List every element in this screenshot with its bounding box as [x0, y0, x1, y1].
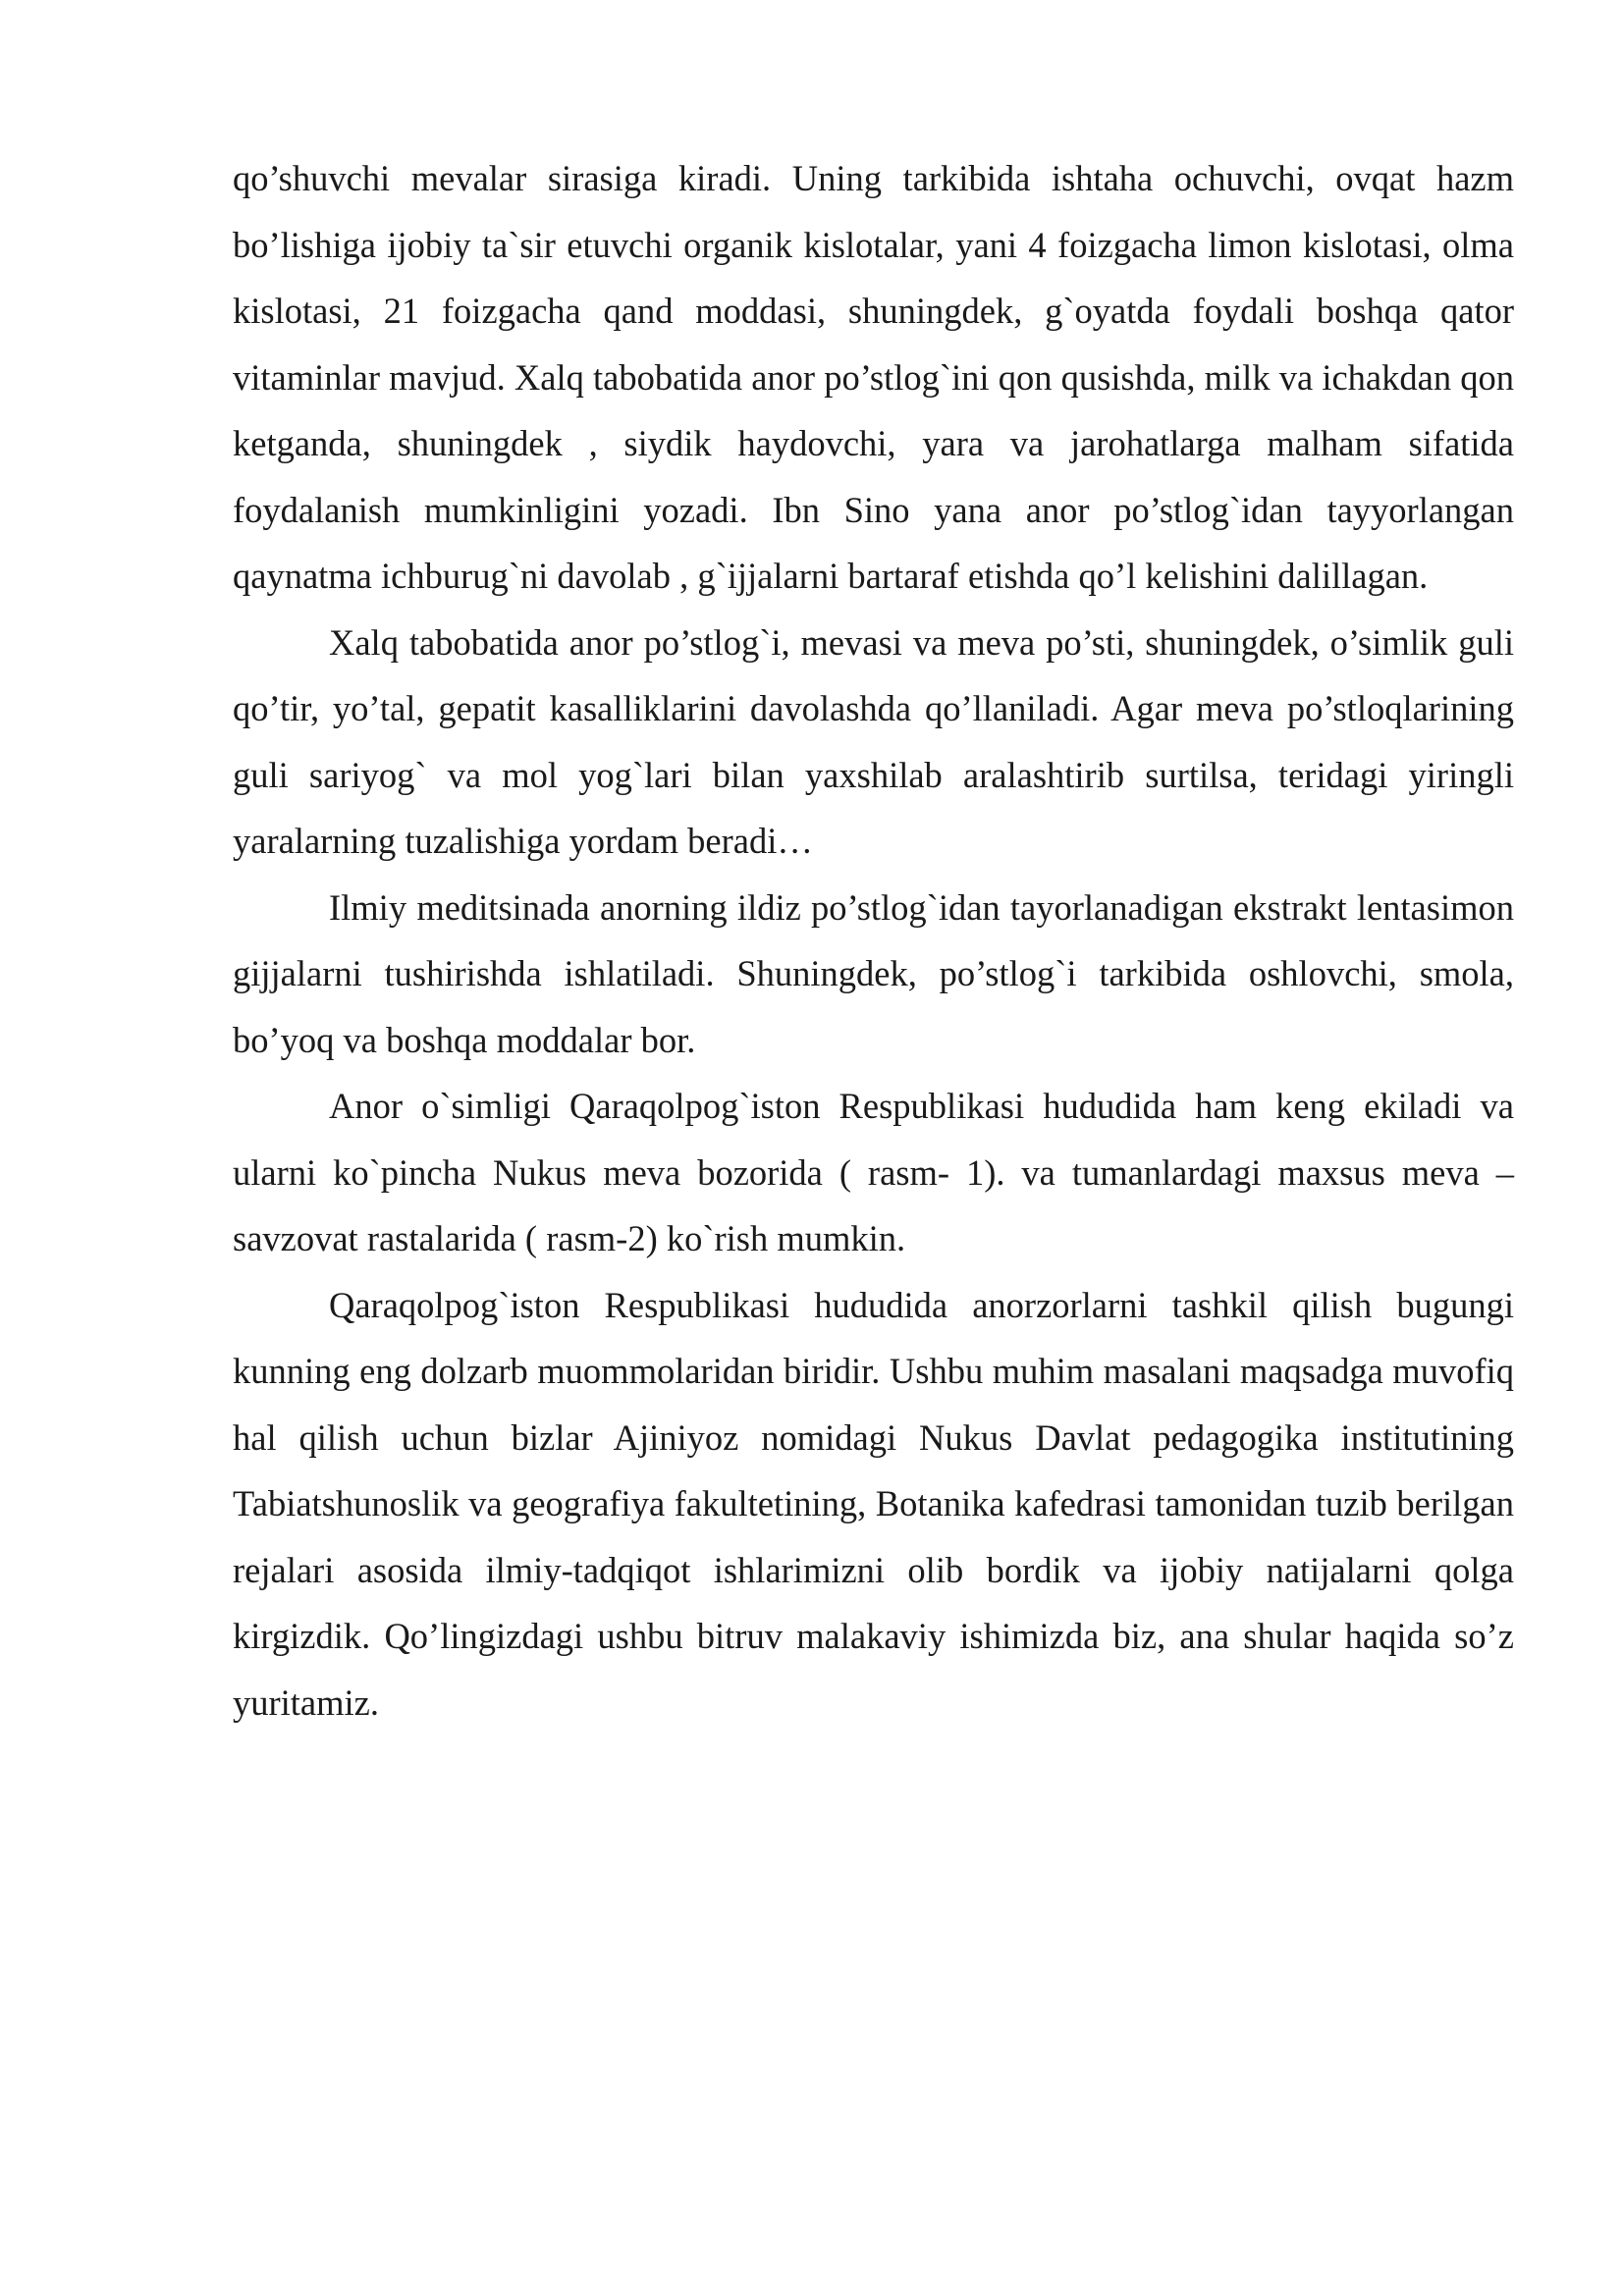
document-body: [233, 145, 1514, 1735]
paragraph-1: qo’shuvchi mevalar sirasiga kiradi. Uning tarkibida ishtaha ochuvchi, ovqat hazm bo’lishiga ijobiy ta`sir etuvchi organik kislotalar, yani 4 foizgacha limon kislotasi, olma kislotasi, 21 foizgacha qand moddasi, shuningdek, g`oyatda foydali boshqa qator vitaminlar mavjud. Xalq tabobatida anor po’stlog`ini qon qusishda, milk va ichakdan qon ketganda, shuningdek , siydik haydovchi, yara va jarohatlarga malham sifatida foydalanish mumkinligini yozadi. Ibn Sino yana anor po’stlog`idan tayyorlangan qaynatma ichburug`ni davolab , g`ijjalarni bartaraf etishda qo’l kelishini dalillagan.: [233, 158, 1514, 596]
paragraph-3: Ilmiy meditsinada anorning ildiz po’stlog`idan tayorlanadigan ekstrakt lentasimon gijjalarni tushirishda ishlatiladi. Shuningdek, po’stlog`i tarkibida oshlovchi, smola, bo’yoq va boshqa moddalar bor.: [233, 886, 1514, 1060]
paragraph-2: Xalq tabobatida anor po’stlog`i, mevasi va meva po’sti, shuningdek, o’simlik guli qo’tir, yo’tal, gepatit kasalliklarini davolashda qo’llaniladi. Agar meva po’stloqlarining guli sariyog` va mol yog`lari bilan yaxshilab aralashtirib surtilsa, teridagi yiringli yaralarning tuzalishiga yordam beradi…: [233, 621, 1514, 861]
paragraph-4: Anor o`simligi Qaraqolpog`iston Respublikasi hududida ham keng ekiladi va ularni ko`pincha Nukus meva bozorida ( rasm- 1). va tumanlardagi maxsus meva –savzovat rastalarida ( rasm-2) ko`rish mumkin.: [233, 1086, 1514, 1258]
paragraph-5: Qaraqolpog`iston Respublikasi hududida anorzorlarni tashkil qilish bugungi kunning eng dolzarb muommolaridan biridir. Ushbu muhim masalani maqsadga muvofiq hal qilish uchun bizlar Ajiniyoz nomidagi Nukus Davlat pedagogika institutining Tabiatshunoslik va geografiya fakultetining, Botanika kafedrasi tamonidan tuzib berilgan rejalari asosida ilmiy-tadqiqot ishlarimizni olib bordik va ijobiy natijalarni qolga kirgizdik. Qo’lingizdagi ushbu bitruv malakaviy ishimizda biz, ana shular haqida so’z yuritamiz.: [233, 1284, 1514, 1723]
